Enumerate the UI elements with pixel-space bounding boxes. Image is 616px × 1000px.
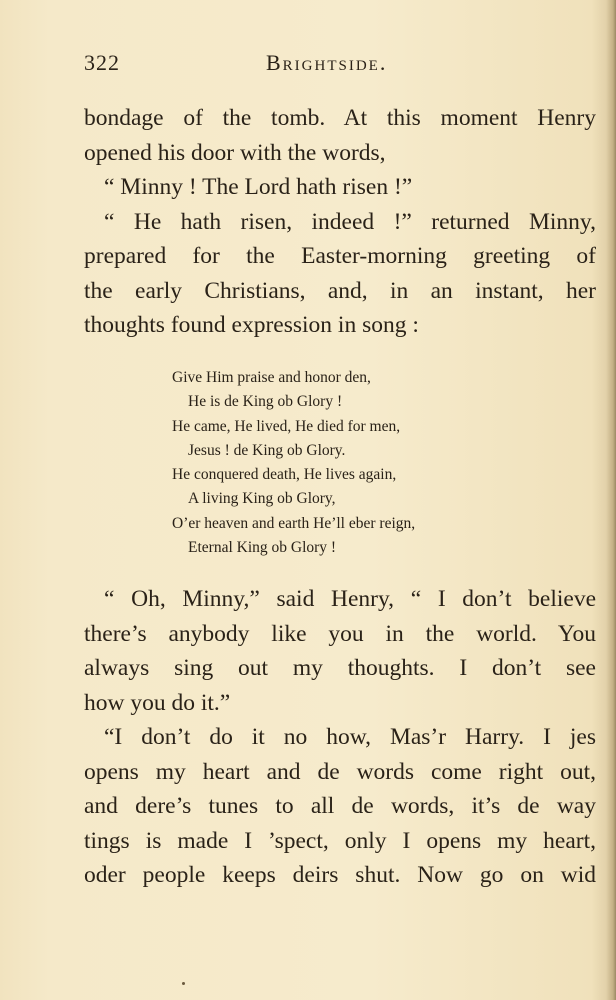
verse-line: O’er heaven and earth He’ll eber reign, [172, 514, 416, 532]
verse-line: He came, He lived, He died for men, [172, 417, 401, 435]
text-line: bondage of the tomb. At this moment Henry [84, 105, 596, 131]
verse-line: Eternal King ob Glory ! [188, 539, 337, 557]
verse-line: Jesus ! de King ob Glory. [188, 441, 346, 459]
text-line: prepared for the Easter-morning greeting of [84, 243, 596, 269]
text-line: the early Christians, and, in an instant, her [84, 277, 596, 304]
page-header [84, 50, 414, 80]
text-line: “ Oh, Minny,” said Henry, “ I don’t believe [104, 586, 596, 612]
page-edge-shadow [606, 0, 616, 1000]
text-line: “I don’t do it no how, Mas’r Harry. I jes [104, 724, 596, 750]
song-verse [172, 366, 532, 560]
text-line: and dere’s tunes to all de words, it’s de way [84, 793, 596, 819]
verse-line: He is de King ob Glory ! [188, 393, 343, 411]
running-title: Brightside. [266, 50, 388, 75]
text-line: “ He hath risen, indeed !” returned Minny, [104, 208, 596, 235]
text-line: thoughts found expression in song : [84, 312, 419, 338]
verse-line: Give Him praise and honor den, [172, 369, 371, 386]
text-line: opened his door with the words, [84, 139, 386, 166]
text-line: “ Minny ! The Lord hath risen !” [104, 174, 413, 200]
text-line: always sing out my thoughts. I don’t see [84, 655, 596, 681]
text-line: how you do it.” [84, 689, 231, 716]
verse-line: A living King ob Glory, [188, 490, 336, 508]
text-block-top [84, 101, 596, 343]
text-line: there’s anybody like you in the world. You [84, 620, 596, 647]
text-line: opens my heart and de words come right out, [84, 758, 596, 785]
text-block-bottom [84, 582, 596, 893]
text-line: tings is made I ’spect, only I opens my heart, [84, 827, 596, 854]
text-line: oder people keeps deirs shut. Now go on wid [84, 862, 596, 888]
ink-speck [182, 982, 185, 985]
page-number: 322 [84, 50, 120, 75]
verse-line: He conquered death, He lives again, [172, 466, 397, 484]
